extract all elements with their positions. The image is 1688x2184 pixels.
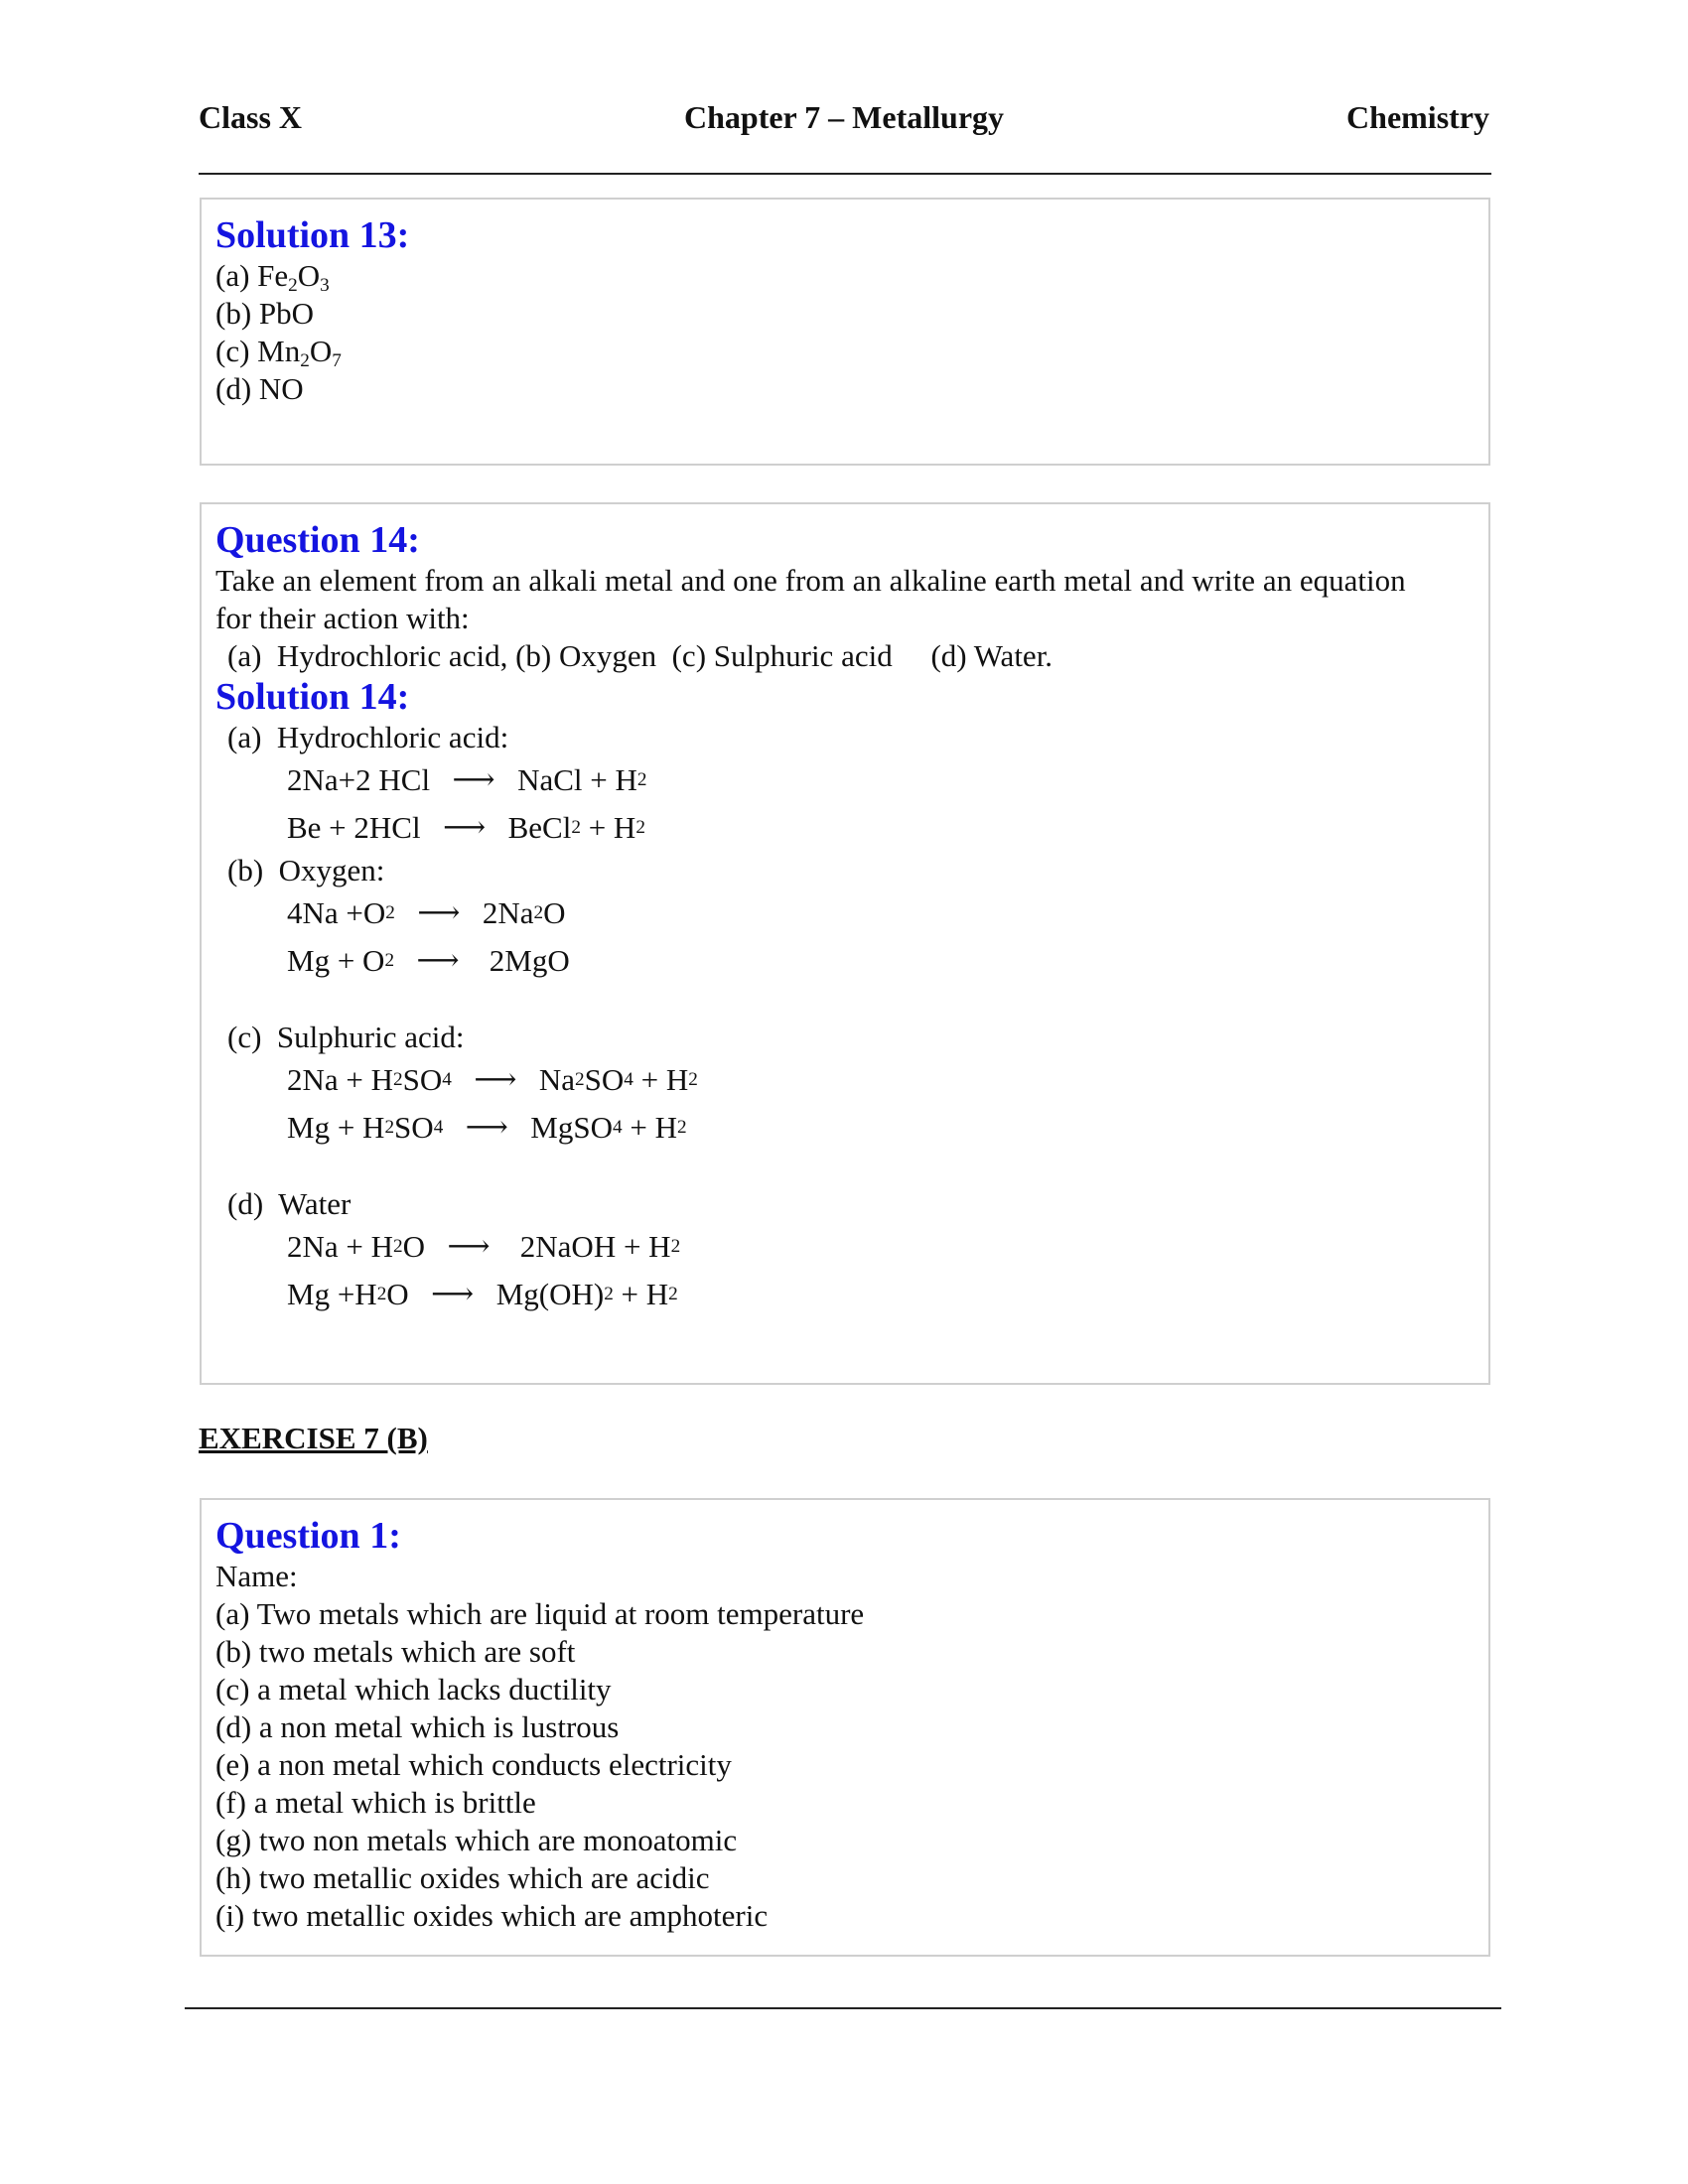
arrow-icon: ⟶	[447, 1230, 491, 1263]
arrow-icon: ⟶	[416, 944, 460, 977]
question-1-box	[200, 1498, 1490, 1957]
equation-a2: Be + 2HCl ⟶ BeCl 2 + H 2	[215, 804, 1475, 852]
solution-13-item-c: (c) $Mn_2O_7$	[215, 334, 342, 371]
question-1-title: Question 1:	[215, 1515, 401, 1557]
question-14-box	[200, 502, 1490, 1385]
solution-14-a-heading: (a) Hydrochloric acid:	[227, 720, 509, 754]
question-1-item: (e) a non metal which conducts electricity	[215, 1747, 732, 1782]
question-14-text-2: for their action with:	[215, 601, 470, 635]
equation-c1: 2Na + H 2 SO 4 ⟶ Na 2 SO 4 + H 2	[215, 1056, 1475, 1104]
solution-14-c-heading: (c) Sulphuric acid:	[227, 1020, 465, 1054]
equation-d1: 2Na + H 2 O ⟶ 2NaOH + H 2	[215, 1223, 1475, 1271]
question-1-item: (d) a non metal which is lustrous	[215, 1709, 620, 1744]
question-1-item: (i) two metallic oxides which are amphoteric	[215, 1898, 769, 1933]
question-1-item: (g) two non metals which are monoatomic	[215, 1823, 738, 1857]
footer-divider	[185, 2007, 1501, 2009]
arrow-icon: ⟶	[443, 811, 487, 844]
solution-13-box	[200, 198, 1490, 466]
equation-d2: Mg +H 2 O ⟶ Mg(OH) 2 + H 2	[215, 1271, 1475, 1318]
arrow-icon: ⟶	[417, 896, 461, 929]
equation-a1: 2Na+2 HCl ⟶ NaCl + H 2	[215, 756, 1475, 804]
header-divider	[199, 173, 1491, 175]
solution-14-d-heading: (d) Water	[227, 1186, 352, 1221]
question-14-title: Question 14:	[215, 519, 420, 561]
solution-13-item-a: (a) $Fe_2O_3$	[215, 258, 330, 296]
header-chapter: Chapter 7 – Metallurgy	[683, 99, 1005, 135]
question-1-item: (b) two metals which are soft	[215, 1634, 576, 1669]
arrow-icon: ⟶	[431, 1278, 475, 1310]
arrow-icon: ⟶	[452, 763, 495, 796]
arrow-icon: ⟶	[474, 1063, 517, 1096]
equation-b1: 4Na +O 2 ⟶ 2Na 2 O	[215, 889, 1475, 937]
solution-14-b-heading: (b) Oxygen:	[227, 853, 385, 887]
header-class: Class X	[199, 99, 303, 135]
solution-13-title: Solution 13:	[215, 214, 410, 256]
question-14-parts: (a) Hydrochloric acid, (b) Oxygen (c) Sulphuric acid (d) Water.	[227, 638, 1054, 673]
solution-13-item-d: (d) NO	[215, 371, 304, 406]
question-1-item: (a) Two metals which are liquid at room temperature	[215, 1596, 865, 1631]
exercise-heading: EXERCISE 7 (B)	[199, 1421, 428, 1455]
question-14-text-1: Take an element from an alkali metal and one from an alkaline earth metal and write an equation	[215, 563, 1406, 598]
question-1-intro: Name:	[215, 1559, 298, 1593]
question-1-item: (h) two metallic oxides which are acidic	[215, 1860, 710, 1895]
equation-b2: Mg + O 2 ⟶ 2MgO	[215, 937, 1475, 985]
header-subject: Chemistry	[1346, 99, 1489, 135]
solution-14-title: Solution 14:	[215, 676, 410, 718]
arrow-icon: ⟶	[465, 1111, 508, 1144]
page-header	[199, 99, 1489, 143]
equation-c2: Mg + H 2 SO 4 ⟶ MgSO 4 + H 2	[215, 1104, 1475, 1152]
solution-13-item-b: (b) PbO	[215, 296, 315, 331]
question-1-item: (f) a metal which is brittle	[215, 1785, 536, 1820]
question-1-item: (c) a metal which lacks ductility	[215, 1672, 612, 1706]
